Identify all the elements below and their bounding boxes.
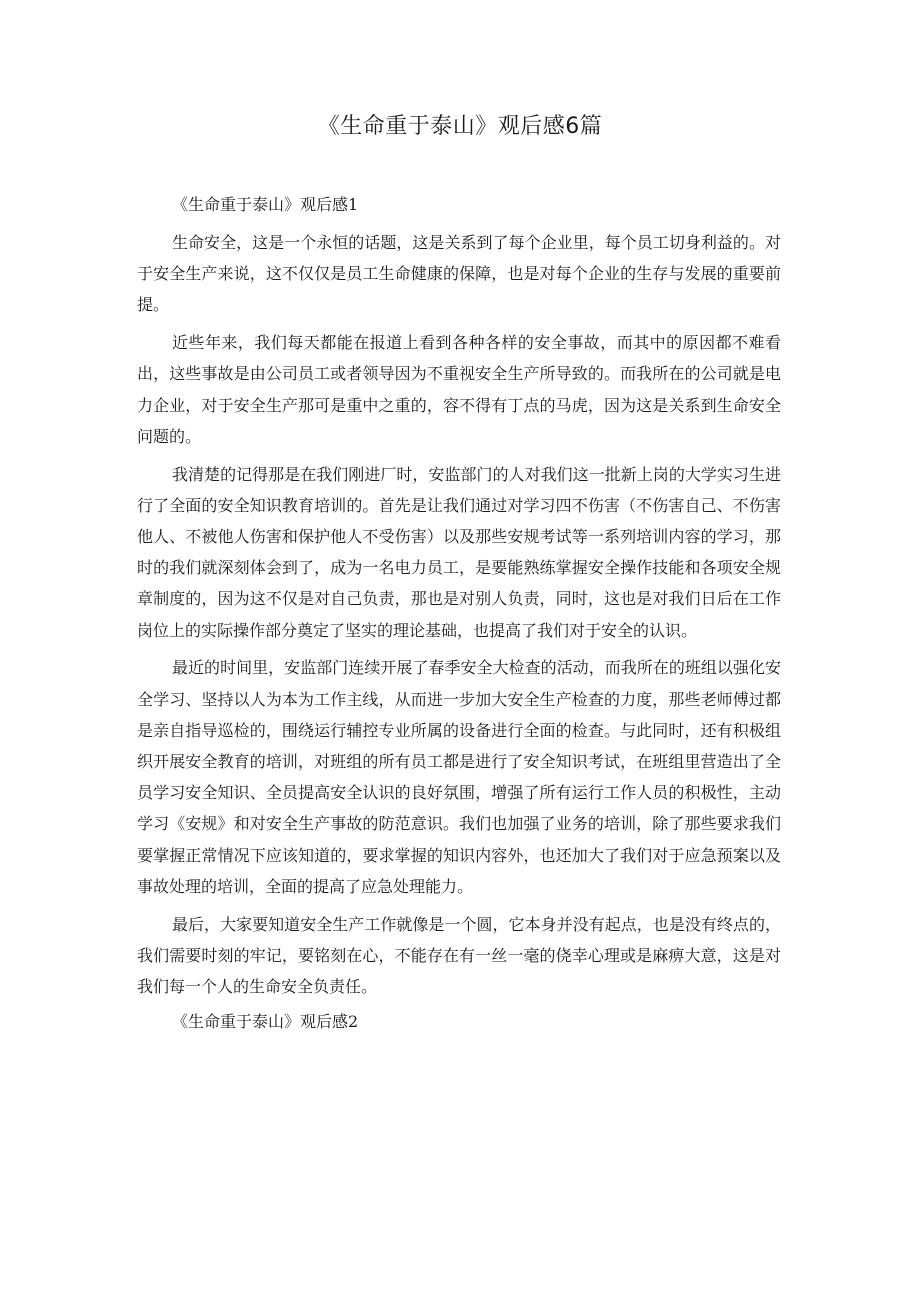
document-title: 《生命重于泰山》观后感6篇 bbox=[317, 114, 603, 139]
section-heading: 《生命重于泰山》观后感2 bbox=[172, 1012, 359, 1032]
document-body bbox=[137, 190, 781, 1037]
section-heading: 《生命重于泰山》观后感1 bbox=[172, 195, 359, 214]
paragraph: 最后，大家要知道安全生产工作就像是一个圆，它本身并没有起点，也是没有终点的，我们需要时刻的牢记，要铭刻在心，不能存在有一丝一毫的侥幸心理或是麻痹大意，这是对我们每一个人的生命安全负责任。 bbox=[137, 914, 781, 997]
paragraph: 近些年来，我们每天都能在报道上看到各种各样的安全事故，而其中的原因都不难看出，这些事故是由公司员工或者领导因为不重视安全生产所导致的。而我所在的公司就是电力企业，对于安全生产那可是重中之重的，容不得有丁点的马虎，因为这是关系到生命安全问题的。 bbox=[137, 333, 781, 446]
paragraph: 我清楚的记得那是在我们刚进厂时，安监部门的人对我们这一批新上岗的大学实习生进行了全面的安全知识教育培训的。首先是让我们通过对学习四不伤害（不伤害自己、不伤害他人、不被他人伤害和保护他人不受伤害）以及那些安规考试等一系列培训内容的学习，那时的我们就深刻体会到了，成为一名电力员工，是要能熟练掌握安全操作技能和各项安全规章制度的，因为这不仅是对自己负责，那也是对别人负责，同时，这也是对我们日后在工作岗位上的实际操作部分奠定了坚实的理论基础，也提高了我们对于安全的认识。 bbox=[137, 464, 781, 640]
paragraph: 生命安全，这是一个永恒的话题，这是关系到了每个企业里，每个员工切身利益的。对于安全生产来说，这不仅仅是员工生命健康的保障，也是对每个企业的生存与发展的重要前提。 bbox=[137, 233, 781, 315]
paragraph: 最近的时间里，安监部门连续开展了春季安全大检查的活动，而我所在的班组以强化安全学习、坚持以人为本为工作主线，从而进一步加大安全生产检查的力度，那些老师傅过都是亲自指导巡检的，围绕运行辅控专业所属的设备进行全面的检查。与此同时，还有积极组织开展安全教育的培训，对班组的所有员工都是进行了安全知识考试，在班组里营造出了全员学习安全知识、全员提高安全认识的良好氛围，增强了所有运行工作人员的积极性，主动学习《安规》和对安全生产事故的防范意识。我们也加强了业务的培训，除了那些要求我们要掌握正常情况下应该知道的，要求掌握的知识内容外，也还加大了我们对于应急预案以及事故处理的培训，全面的提高了应急处理能力。 bbox=[137, 658, 781, 896]
